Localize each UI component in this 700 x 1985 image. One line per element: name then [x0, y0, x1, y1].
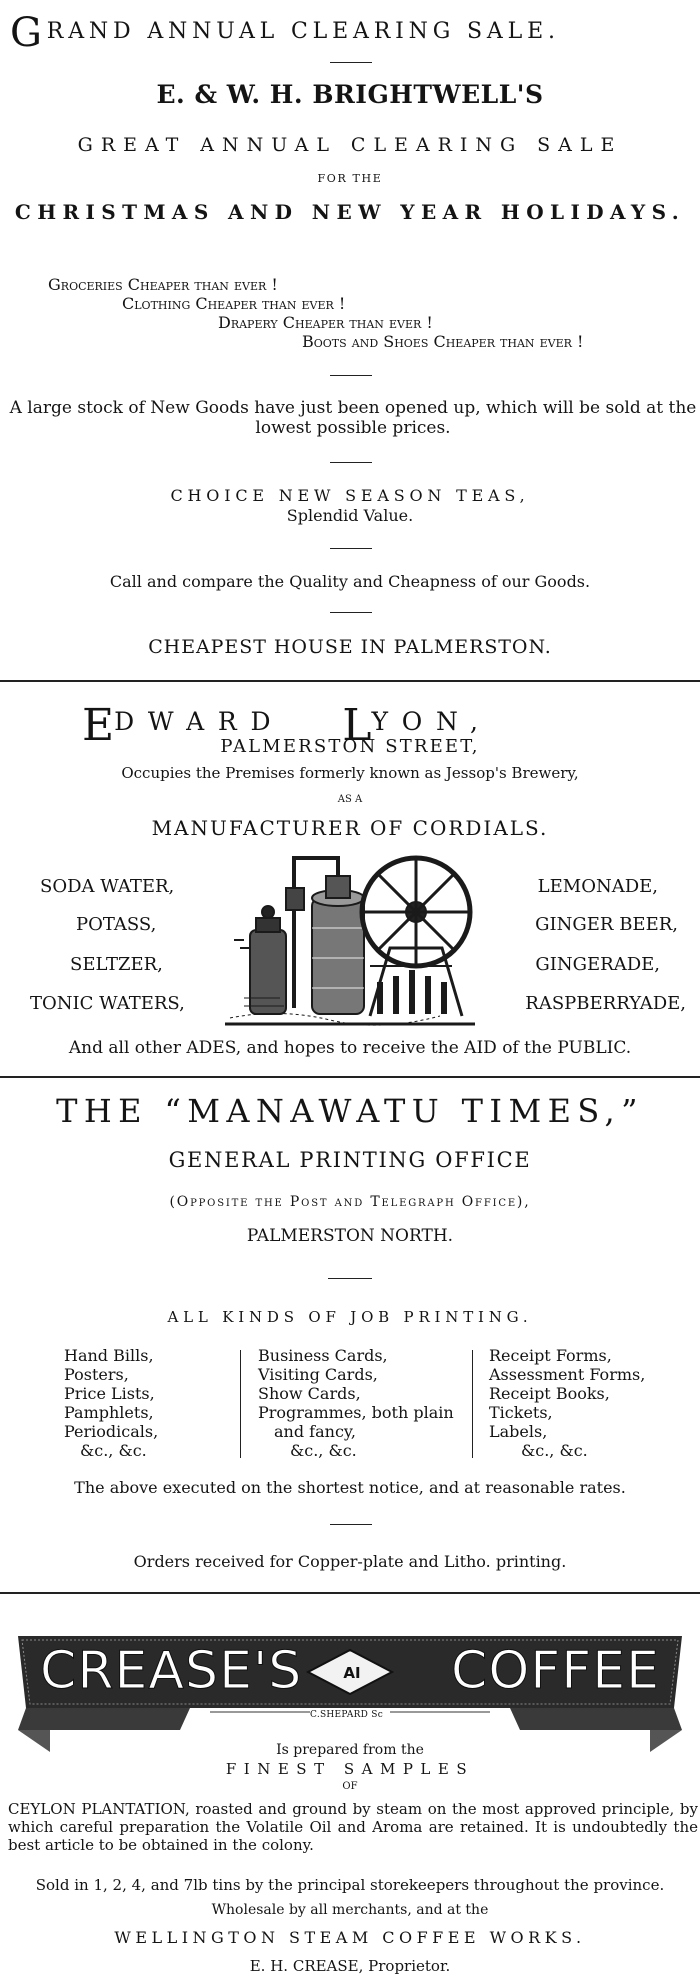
section-divider: [0, 1076, 700, 1078]
holidays-heading: CHRISTMAS AND NEW YEAR HOLIDAYS.: [14, 200, 686, 224]
wholesale-text: Wholesale by all merchants, and at the: [211, 1902, 489, 1918]
teas-block: [0, 486, 700, 526]
printing-item: Price Lists,: [64, 1384, 155, 1403]
printing-item: &c., &c.: [64, 1441, 147, 1460]
printing-item: Posters,: [64, 1365, 129, 1384]
drink-gingerade: GINGERADE,: [535, 954, 660, 975]
drink-soda-water: SODA WATER,: [40, 876, 175, 897]
times-opposite: (Opposite the Post and Telegraph Office),: [169, 1194, 531, 1210]
proprietor: E. H. CREASE, Proprietor.: [249, 1957, 451, 1975]
lyon-initial-e: E: [82, 700, 115, 751]
section-divider: [0, 1592, 700, 1594]
lyon-occupies: Occupies the Premises formerly known as Jessop's Brewery,: [121, 764, 579, 782]
cordial-machine-illustration: [220, 848, 482, 1032]
printing-item: Receipt Forms,: [489, 1346, 612, 1365]
divider: [328, 1278, 372, 1279]
printing-item: Programmes, both plain: [258, 1403, 454, 1422]
times-title: THE “MANAWATU TIMES,”: [56, 1092, 644, 1130]
column-divider: [472, 1350, 473, 1458]
divider: [330, 375, 372, 376]
printing-item: Assessment Forms,: [489, 1365, 646, 1384]
for-the-label: FOR THE: [317, 172, 383, 185]
section-divider: [0, 680, 700, 682]
lyon-ades-text: And all other ADES, and hopes to receive the AID of the PUBLIC.: [68, 1038, 632, 1058]
printing-column-2: [258, 1346, 454, 1460]
drink-potass: POTASS,: [76, 914, 157, 935]
prepared-text: Is prepared from the: [276, 1742, 424, 1758]
printing-item: Visiting Cards,: [258, 1365, 378, 1384]
teas-value: Splendid Value.: [286, 506, 414, 525]
printing-item: Labels,: [489, 1422, 548, 1441]
printing-item: &c., &c.: [489, 1441, 588, 1460]
printing-item: and fancy,: [258, 1422, 356, 1441]
compare-text: Call and compare the Quality and Cheapness of our Goods.: [109, 572, 591, 591]
sale-subtitle: GREAT ANNUAL CLEARING SALE: [77, 134, 623, 156]
job-printing-heading: ALL KINDS OF JOB PRINTING.: [167, 1308, 533, 1326]
lyon-as-a: AS A: [337, 794, 363, 805]
divider: [330, 462, 372, 463]
lyon-initial-l: L: [342, 700, 372, 751]
lyon-manufacturer: MANUFACTURER OF CORDIALS.: [151, 816, 549, 840]
drink-seltzer: SELTZER,: [70, 954, 163, 975]
column-divider: [240, 1350, 241, 1458]
stock-text: A large stock of New Goods have just been opened up, which will be sold at the lowest possible prices.: [9, 398, 697, 438]
divider: [330, 548, 372, 549]
sale-title: [10, 2, 560, 56]
groceries-line: Groceries Cheaper than ever !: [48, 275, 278, 294]
printing-item: Periodicals,: [64, 1422, 159, 1441]
printing-item: Tickets,: [489, 1403, 553, 1422]
printing-column-1: [64, 1346, 158, 1460]
printing-item: Hand Bills,: [64, 1346, 154, 1365]
cheapest-house: CHEAPEST HOUSE IN PALMERSTON.: [148, 636, 552, 658]
a1-mark: AI: [343, 1664, 361, 1682]
rates-text: The above executed on the shortest notice, and at reasonable rates.: [74, 1478, 626, 1497]
drink-lemonade: LEMONADE,: [537, 876, 658, 897]
divider: [330, 1524, 372, 1525]
coffee-works: WELLINGTON STEAM COFFEE WORKS.: [114, 1928, 586, 1947]
printing-item: Show Cards,: [258, 1384, 361, 1403]
sale-title-rest: RAND ANNUAL CLEARING SALE.: [46, 19, 560, 44]
finest-samples: FINEST SAMPLES: [225, 1760, 475, 1778]
drink-ginger-beer: GINGER BEER,: [535, 914, 678, 935]
teas-heading: CHOICE NEW SEASON TEAS,: [170, 486, 530, 505]
divider: [330, 612, 372, 613]
divider: [330, 62, 372, 63]
printing-item: Pamphlets,: [64, 1403, 154, 1422]
sold-text: Sold in 1, 2, 4, and 7lb tins by the principal storekeepers throughout the province.: [35, 1876, 665, 1894]
ceylon-text: CEYLON PLANTATION, roasted and ground by steam on the most approved principle, by which careful preparation the Volatile Oil and Aroma are retained. It is undoubtedly the best article to be obtained in the colony.: [8, 1800, 698, 1854]
times-location: PALMERSTON NORTH.: [246, 1226, 454, 1246]
printing-item: Receipt Books,: [489, 1384, 610, 1403]
lyon-first-rest: DWARD: [114, 707, 285, 736]
banner-creases: CREASE'S: [40, 1641, 303, 1701]
drink-raspberryade: RASPBERRYADE,: [525, 993, 686, 1014]
of-label: OF: [342, 1781, 358, 1792]
drapery-line: Drapery Cheaper than ever !: [218, 313, 433, 332]
drink-tonic-waters: TONIC WATERS,: [30, 993, 185, 1014]
printing-item: Business Cards,: [258, 1346, 388, 1365]
printing-column-3: [489, 1346, 645, 1460]
banner-coffee: COFFEE: [450, 1641, 660, 1701]
firm-name: E. & W. H. BRIGHTWELL'S: [156, 80, 544, 109]
engraver-credit: C.SHEPARD Sc: [310, 1710, 384, 1720]
clothing-line: Clothing Cheaper than ever !: [122, 294, 346, 313]
orders-text: Orders received for Copper-plate and Litho. printing.: [133, 1552, 567, 1571]
sale-title-initial: G: [10, 10, 47, 56]
times-office: GENERAL PRINTING OFFICE: [168, 1148, 532, 1172]
lyon-street: PALMERSTON STREET,: [220, 736, 480, 757]
boots-line: Boots and Shoes Cheaper than ever !: [302, 332, 584, 351]
lyon-last-rest: YON,: [371, 707, 492, 736]
printing-item: &c., &c.: [258, 1441, 357, 1460]
